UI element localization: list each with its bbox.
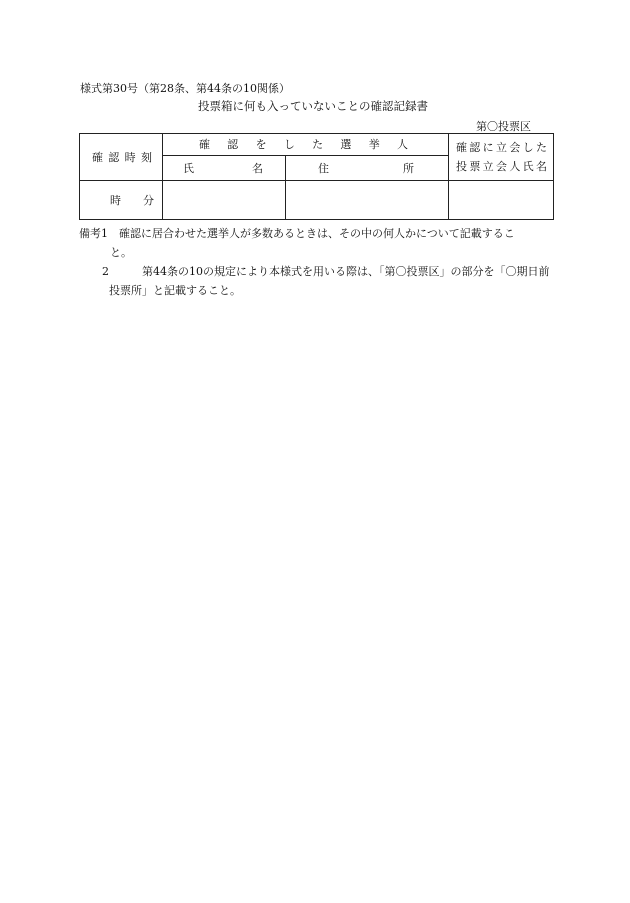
- header-confirming-voter: 確 認 を し た 選 挙 人: [163, 134, 449, 156]
- header-name: 氏 名: [163, 155, 286, 180]
- remarks-label-group: [79, 224, 119, 243]
- document-title: 投票箱に何も入っていないことの確認記録書: [198, 99, 428, 113]
- header-address: 住 所: [286, 155, 449, 180]
- witness-entry-cell[interactable]: [449, 181, 554, 220]
- voting-district-label: 第〇投票区: [476, 120, 531, 133]
- remarks-label: 備考: [79, 227, 101, 240]
- address-entry-cell[interactable]: [286, 181, 449, 220]
- remark-1-number: 1: [101, 227, 108, 240]
- remark-2-text: 第44条の10の規定により本様式を用いる際は、「第〇投票区」の部分を「〇期日前: [142, 265, 550, 278]
- form-reference: 様式第30号（第28条、第44条の10関係）: [80, 82, 290, 95]
- confirmation-record-table: [79, 133, 554, 220]
- remark-2-number: 2: [102, 265, 109, 278]
- header-confirmation-time: 確 認 時 刻: [80, 134, 163, 181]
- time-entry-cell[interactable]: [80, 181, 163, 220]
- minute-label: 分: [143, 194, 154, 207]
- header-witness-name: 確 認 に 立 会 し た 投 票 立 会 人 氏 名: [449, 134, 554, 181]
- hour-label: 時: [110, 194, 121, 207]
- remark-2-continuation: 投票所」と記載すること。: [109, 284, 241, 297]
- remark-1-continuation: と。: [110, 246, 132, 259]
- remarks-section: [79, 224, 550, 300]
- remark-1-text: 確認に居合わせた選挙人が多数あるときは、その中の何人かについて記載するこ: [119, 227, 515, 240]
- name-entry-cell[interactable]: [163, 181, 286, 220]
